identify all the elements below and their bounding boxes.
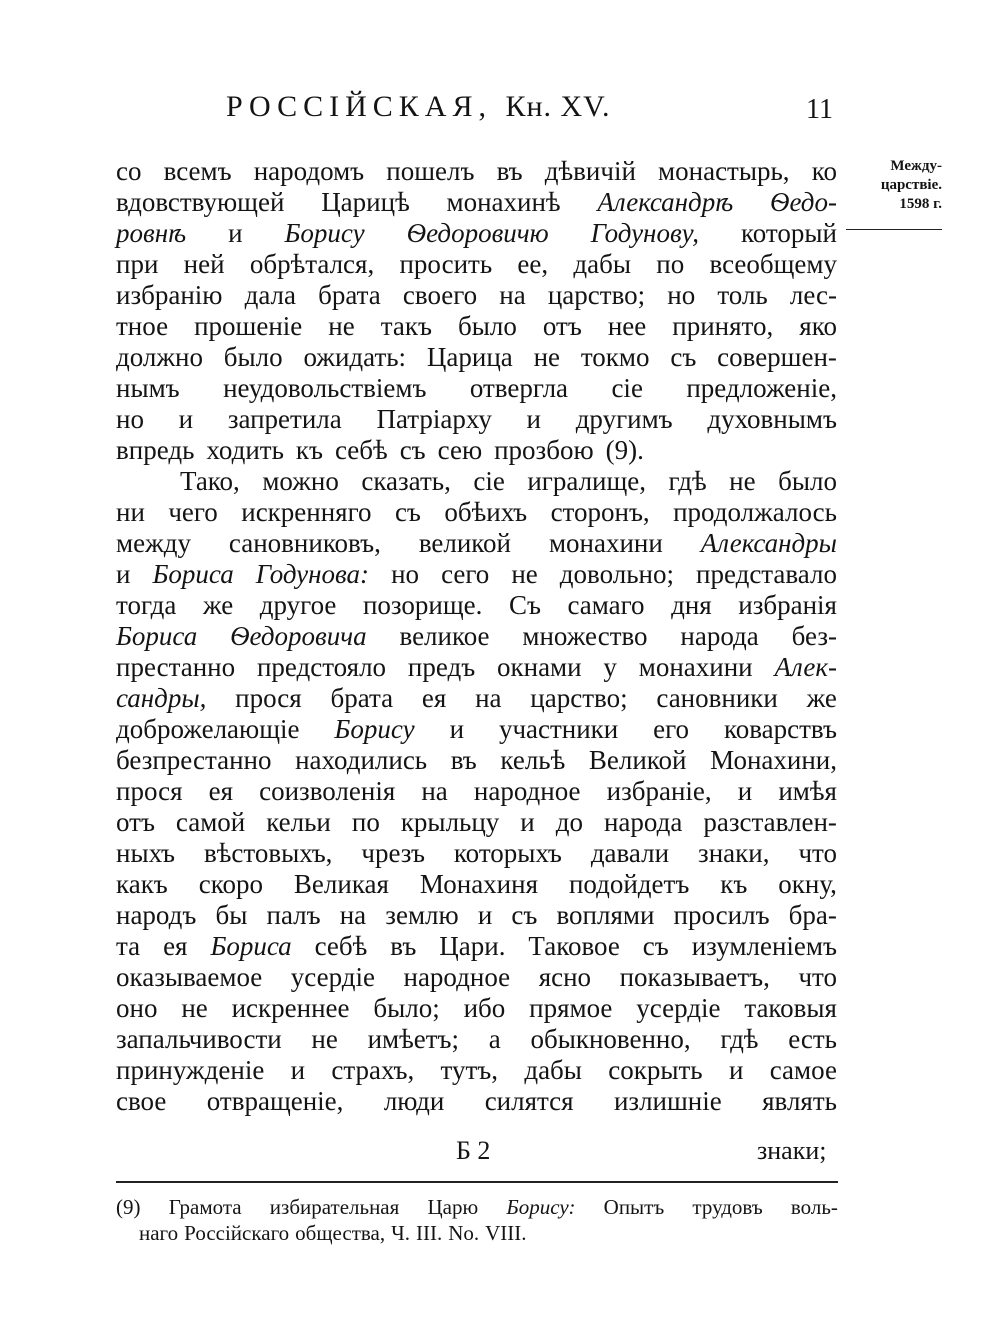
word: народа	[603, 807, 683, 837]
word: себѣ	[334, 435, 388, 465]
text-line	[116, 249, 837, 279]
word: Александрѣ	[597, 187, 734, 217]
footnote-word: общества,	[295, 1221, 386, 1245]
word: та	[116, 931, 141, 961]
word: дала	[244, 280, 297, 310]
word: просилъ	[673, 900, 770, 930]
word: знаки,	[698, 838, 770, 868]
text-line	[116, 373, 837, 403]
word: которыхъ	[453, 838, 562, 868]
word: народъ	[116, 900, 197, 930]
word: на	[421, 776, 448, 806]
word: тутъ,	[440, 1055, 498, 1085]
word: а	[488, 1024, 501, 1054]
word: что	[798, 838, 837, 868]
word: подойдетъ	[568, 869, 690, 899]
word: сановники	[656, 683, 778, 713]
word: Цари.	[439, 931, 506, 961]
word: запальчивости	[116, 1024, 282, 1054]
word: прозбою	[494, 435, 594, 465]
word: въ	[496, 156, 523, 186]
footnote-word: избирательная	[269, 1195, 400, 1219]
running-title-text: РОССІЙСКАЯ,	[226, 90, 492, 123]
word: и	[178, 404, 194, 434]
book-number: Кн. XV.	[505, 90, 611, 123]
word: избраніе,	[606, 776, 712, 806]
word: игралище,	[527, 466, 647, 496]
word: окнами	[497, 652, 582, 682]
word: другимъ	[575, 404, 673, 434]
word: по	[656, 249, 685, 279]
word: Алек-	[774, 652, 837, 682]
word: избранію	[116, 280, 223, 310]
word: усердіе	[290, 962, 375, 992]
footnote-line	[139, 1220, 527, 1246]
word: въ	[390, 931, 417, 961]
word: монахини	[638, 652, 753, 682]
text-line	[116, 1024, 837, 1054]
word: имѣя	[778, 776, 837, 806]
word: но	[667, 280, 696, 310]
text-line	[116, 621, 837, 651]
text-line	[116, 404, 837, 434]
word: и	[526, 404, 541, 434]
word: было	[458, 311, 517, 341]
word: гдѣ	[720, 1024, 759, 1054]
text-line	[180, 466, 837, 496]
word: же	[806, 683, 837, 713]
margin-note-rule	[846, 229, 942, 230]
word: дабы	[524, 1055, 582, 1085]
word: Великой	[588, 745, 687, 775]
footnote-word: Борису:	[506, 1195, 576, 1219]
word: ясно	[538, 962, 592, 992]
word: на	[475, 683, 502, 713]
word: прямое	[529, 993, 613, 1023]
word: съ	[642, 931, 669, 961]
word: монахинѣ	[446, 187, 561, 217]
word: неудовольствіемъ	[223, 373, 427, 403]
word: оказываемое	[116, 962, 263, 992]
text-line	[116, 280, 837, 310]
word: было;	[373, 993, 440, 1023]
word: со	[116, 156, 142, 186]
word: на	[499, 280, 526, 310]
word: не	[328, 311, 355, 341]
footnote-word: наго	[139, 1221, 179, 1245]
word: прося	[235, 683, 302, 713]
text-line	[116, 342, 837, 372]
word: палъ	[266, 900, 321, 930]
word: Бориса	[152, 559, 234, 589]
word: ровнѣ	[116, 218, 187, 248]
word: и	[737, 776, 753, 806]
word: великое	[399, 621, 490, 651]
word: гдѣ	[668, 466, 707, 496]
word: соизволенія	[259, 776, 396, 806]
word: землю	[385, 900, 459, 930]
word: народное	[403, 962, 511, 992]
word: искреннее	[231, 993, 350, 1023]
word: воплями	[556, 900, 655, 930]
word: впредь	[116, 435, 195, 465]
text-line	[116, 559, 837, 589]
text-line	[116, 807, 837, 837]
word: отвращеніе,	[206, 1086, 344, 1116]
word: сторонъ,	[550, 497, 650, 527]
word: страхъ,	[331, 1055, 415, 1085]
word: нымъ	[116, 373, 180, 403]
word: коварствъ	[723, 714, 837, 744]
word: сіе	[473, 466, 505, 496]
word: разставлен-	[703, 807, 837, 837]
word: являть	[762, 1086, 837, 1116]
word: бра-	[788, 900, 837, 930]
word: брата	[330, 683, 394, 713]
text-line	[116, 311, 837, 341]
word: ни	[116, 497, 145, 527]
word: бы	[215, 900, 248, 930]
word: имѣетъ;	[367, 1024, 460, 1054]
word: къ	[295, 435, 323, 465]
word: дабы	[573, 249, 631, 279]
word: въ	[450, 745, 477, 775]
word: престанно	[116, 652, 236, 682]
word: сіе	[611, 373, 643, 403]
word: предъ	[407, 652, 476, 682]
word: до	[555, 807, 583, 837]
footnote-word: Царю	[427, 1195, 479, 1219]
word: запретила	[227, 404, 342, 434]
word: избранія	[738, 590, 837, 620]
word: ея	[208, 776, 234, 806]
word: Таковое	[528, 931, 620, 961]
word: лес-	[789, 280, 837, 310]
word: съ	[670, 342, 697, 372]
word: отъ	[542, 311, 582, 341]
word: представало	[696, 559, 837, 589]
word: ея	[421, 683, 447, 713]
word: при	[116, 249, 159, 279]
text-line	[116, 590, 837, 620]
word: у	[603, 652, 617, 682]
word: монахини	[548, 528, 663, 558]
word: прося	[116, 776, 183, 806]
word: обрѣтался,	[249, 249, 375, 279]
margin-note-line: царствіе.	[880, 177, 942, 193]
text-line	[116, 187, 837, 217]
word: силятся	[484, 1086, 574, 1116]
word: ее,	[517, 249, 549, 279]
word: скоро	[198, 869, 263, 899]
word: и	[228, 218, 243, 248]
word: Борису	[334, 714, 415, 744]
word: народа	[680, 621, 759, 651]
word: окну,	[778, 869, 837, 899]
word: же	[202, 590, 234, 620]
word: принято,	[672, 311, 774, 341]
word: безпрестанно	[116, 745, 272, 775]
word: съ	[394, 497, 421, 527]
word: довольно;	[559, 559, 674, 589]
word: дѣвичій	[544, 156, 636, 186]
word: множество	[522, 621, 648, 651]
word: великой	[418, 528, 512, 558]
word: искренняго	[241, 497, 372, 527]
word: было	[778, 466, 837, 496]
word: Великая	[293, 869, 389, 899]
text-line	[116, 745, 837, 775]
margin-note	[846, 157, 942, 214]
text-line	[116, 683, 837, 713]
word: къ	[720, 869, 748, 899]
word: по	[351, 807, 380, 837]
word: (9).	[605, 435, 644, 465]
word: Александры	[700, 528, 837, 558]
word: который	[741, 218, 837, 248]
word: просить	[399, 249, 493, 279]
word: и	[449, 714, 465, 744]
word: сандры,	[116, 683, 207, 713]
text-line	[116, 1086, 837, 1116]
text-line	[116, 900, 837, 930]
word: предстояло	[256, 652, 387, 682]
word: сокрыть	[608, 1055, 703, 1085]
word: не	[729, 466, 756, 496]
word: Съ	[508, 590, 541, 620]
word: брата	[318, 280, 381, 310]
word: таковыя	[744, 993, 837, 1023]
word: но	[116, 404, 144, 434]
word: прошеніе	[194, 311, 303, 341]
word: было	[223, 342, 283, 372]
word: кельи	[266, 807, 331, 837]
footnote-word: воль-	[790, 1195, 838, 1219]
text-line	[116, 869, 837, 899]
word: без-	[791, 621, 837, 651]
word: и	[477, 900, 493, 930]
margin-note-line: Между-	[890, 158, 942, 174]
word: Царица	[426, 342, 513, 372]
word: продолжалось	[673, 497, 837, 527]
footnote-rule	[116, 1181, 838, 1183]
word: отъ	[116, 807, 155, 837]
word: какъ	[116, 869, 168, 899]
word: его	[653, 714, 690, 744]
word: тогда	[116, 590, 177, 620]
word: народомъ	[253, 156, 365, 186]
word: обѣихъ	[444, 497, 528, 527]
text-line	[116, 714, 837, 744]
word: предложеніе,	[686, 373, 837, 403]
word: чего	[168, 497, 218, 527]
word: совершен-	[717, 342, 837, 372]
footnote-line	[116, 1194, 838, 1220]
footnote-word: Грамота	[168, 1195, 242, 1219]
word: и	[290, 1055, 306, 1085]
word: и	[116, 559, 131, 589]
running-title	[226, 92, 610, 122]
word: монастырь,	[658, 156, 790, 186]
word: тное	[116, 311, 169, 341]
word: Борису	[284, 218, 365, 248]
word: принужденіе	[116, 1055, 265, 1085]
word: не	[533, 342, 561, 372]
word: съ	[511, 900, 538, 930]
word: между	[116, 528, 191, 558]
word: Монахини,	[710, 745, 837, 775]
text-line	[116, 1055, 837, 1085]
word: и	[520, 807, 535, 837]
word: крыльцу	[400, 807, 500, 837]
word: ходить	[206, 435, 284, 465]
text-line	[116, 993, 837, 1023]
word: дня	[671, 590, 712, 620]
word: находились	[295, 745, 428, 775]
word: но	[391, 559, 420, 589]
word: излишніе	[613, 1086, 722, 1116]
word: ко	[811, 156, 837, 186]
text-line	[116, 497, 837, 527]
word: люди	[383, 1086, 445, 1116]
word: чрезъ	[361, 838, 425, 868]
footnote-word: VIII.	[485, 1221, 527, 1245]
word: что	[798, 962, 837, 992]
word: изумленіемъ	[691, 931, 837, 961]
word: Монахиня	[419, 869, 538, 899]
word: ныхъ	[116, 838, 176, 868]
footnote-word: Ч.	[391, 1221, 410, 1245]
word: такъ	[380, 311, 432, 341]
catchword: знаки;	[757, 1136, 827, 1165]
word: духовнымъ	[707, 404, 837, 434]
word: не	[511, 559, 538, 589]
word: ея	[163, 931, 188, 961]
word: должно	[116, 342, 203, 372]
text-line	[116, 435, 837, 465]
text-line	[116, 776, 837, 806]
word: Бориса	[210, 931, 292, 961]
word: Тако,	[180, 466, 240, 496]
word: позорище.	[362, 590, 483, 620]
word: свое	[116, 1086, 167, 1116]
text-line	[116, 156, 837, 186]
word: оно	[116, 993, 158, 1023]
word: ибо	[463, 993, 506, 1023]
word: вѣстовыхъ,	[204, 838, 333, 868]
footnote-word: (9)	[116, 1195, 141, 1219]
word: обыкновенно,	[530, 1024, 691, 1054]
word: себѣ	[314, 931, 368, 961]
word: съ	[399, 435, 426, 465]
word: усердіе	[636, 993, 721, 1023]
word: Ѳедоровичю	[406, 218, 549, 248]
footnote-word: трудовъ	[692, 1195, 763, 1219]
word: токмо	[580, 342, 650, 372]
word: пошелъ	[386, 156, 475, 186]
word: отвергла	[469, 373, 569, 403]
page-number: 11	[806, 94, 833, 125]
footnote-word: III.	[415, 1221, 443, 1245]
word: ожидать:	[303, 342, 407, 372]
word: самое	[769, 1055, 837, 1085]
word: сказать,	[361, 466, 451, 496]
text-line	[116, 962, 837, 992]
word: показываетъ,	[619, 962, 770, 992]
footnote-word: No.	[448, 1221, 480, 1245]
word: давали	[590, 838, 670, 868]
footnote-word: Россійскаго	[184, 1221, 290, 1245]
word: другое	[259, 590, 337, 620]
text-line	[116, 528, 837, 558]
word: самаго	[567, 590, 645, 620]
word: Годунова:	[255, 559, 370, 589]
word: яко	[799, 311, 837, 341]
word: Патріарху	[376, 404, 492, 434]
text-line	[116, 218, 837, 248]
word: ней	[183, 249, 225, 279]
word: вдовствующей	[116, 187, 285, 217]
word: кельѣ	[500, 745, 566, 775]
word: толь	[717, 280, 768, 310]
word: Царицѣ	[321, 187, 410, 217]
word: народное	[473, 776, 581, 806]
word: Ѳедоровича	[230, 621, 367, 651]
text-line	[116, 931, 837, 961]
word: царство;	[530, 683, 628, 713]
word: Ѳедо-	[769, 187, 837, 217]
word: самой	[175, 807, 246, 837]
margin-note-line: 1598 г.	[899, 196, 942, 212]
word: Годунову,	[590, 218, 700, 248]
word: доброжелающіе	[116, 714, 300, 744]
word: нее	[607, 311, 647, 341]
word: царство;	[547, 280, 646, 310]
word: не	[181, 993, 208, 1023]
word: не	[311, 1024, 338, 1054]
word: сею	[437, 435, 483, 465]
text-line	[116, 838, 837, 868]
word: сановниковъ,	[228, 528, 381, 558]
word: есть	[788, 1024, 837, 1054]
word: всемъ	[163, 156, 232, 186]
word: Бориса	[116, 621, 198, 651]
footnote-word: Опытъ	[603, 1195, 665, 1219]
word: и	[728, 1055, 744, 1085]
word: можно	[262, 466, 339, 496]
word: на	[339, 900, 367, 930]
word: всеобщему	[709, 249, 837, 279]
word: участники	[498, 714, 619, 744]
text-line	[116, 652, 837, 682]
signature-mark: Б 2	[456, 1136, 491, 1165]
word: своего	[402, 280, 478, 310]
word: сего	[441, 559, 490, 589]
